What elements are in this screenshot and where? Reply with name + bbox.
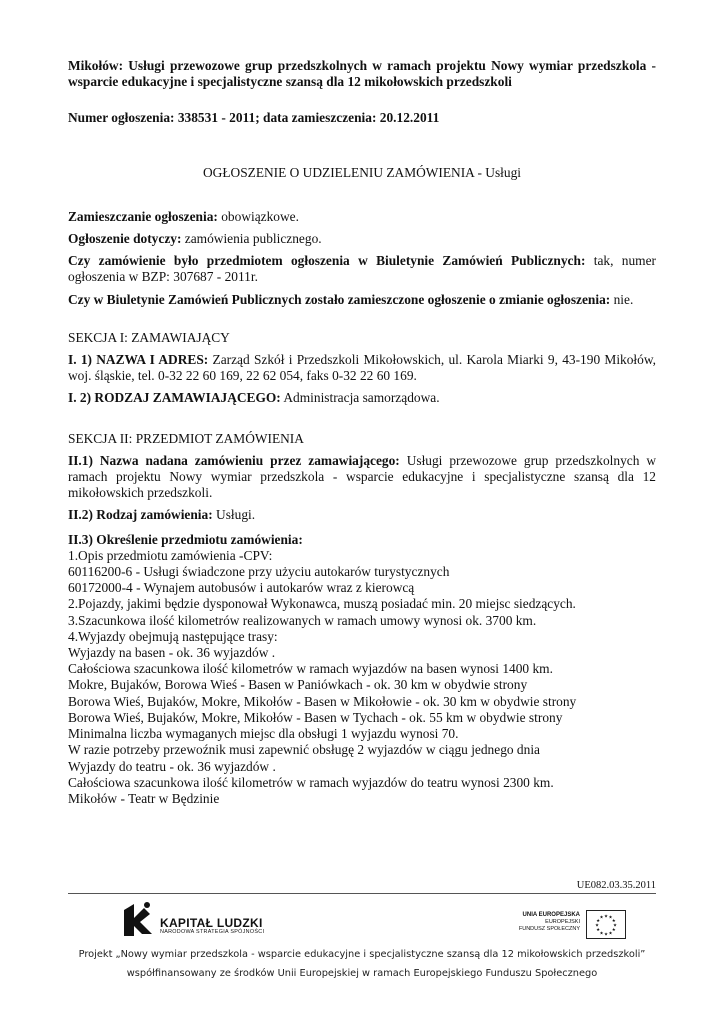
description-line: Mikołów - Teatr w Będzinie bbox=[68, 790, 220, 806]
description-label: II.3) Określenie przedmiotu zamówienia: bbox=[68, 531, 303, 547]
general-item bbox=[68, 209, 656, 225]
description-line: 3.Szacunkowa ilość kilometrów realizowanych w ramach umowy wynosi ok. 3700 km. bbox=[68, 612, 537, 628]
eu-social-fund-label: FUNDUSZ SPOŁECZNY bbox=[518, 926, 580, 932]
general-value: obowiązkowe. bbox=[221, 208, 299, 224]
document-title: Mikołów: Usługi przewozowe grup przedszkolnych w ramach projektu Nowy wymiar przedszkola - wsparcie edukacyjne i specjalistyczne szansą dla 12 mikołowskich przedszkoli bbox=[68, 58, 656, 90]
item-value: Administracja samorządowa. bbox=[283, 390, 440, 406]
eu-fund-label: EUROPEJSKI bbox=[545, 919, 580, 925]
footer-divider bbox=[68, 893, 656, 894]
description-line: Wyjazdy na basen - ok. 36 wyjazdów . bbox=[68, 645, 276, 661]
svg-text:★: ★ bbox=[596, 919, 601, 924]
svg-text:★: ★ bbox=[608, 931, 613, 937]
item-label: I. 2) RODZAJ ZAMAWIAJĄCEGO: bbox=[68, 390, 281, 406]
notice-type-heading: OGŁOSZENIE O UDZIELENIU ZAMÓWIENIA - Usługi bbox=[203, 164, 521, 180]
eu-union-label: UNIA EUROPEJSKA bbox=[522, 912, 580, 918]
section-1-item bbox=[68, 352, 656, 384]
description-line: Wyjazdy do teatru - ok. 36 wyjazdów . bbox=[68, 758, 276, 774]
svg-text:★: ★ bbox=[608, 915, 613, 921]
svg-text:★: ★ bbox=[596, 928, 601, 933]
description-lines bbox=[68, 548, 656, 807]
item-value: Zarząd Szkół i Przedszkoli Mikołowskich, ul. Karola Miarki 9, 43-190 Mikołów, woj. śląskie, tel. 0-32 22 60 169, 22 62 054, faks 0-32 22 60 169. bbox=[68, 352, 656, 384]
kapital-ludzki-name: KAPITAŁ LUDZKI bbox=[160, 916, 263, 930]
eu-flag-icon bbox=[586, 910, 626, 939]
description-line: Mokre, Bujaków, Borowa Wieś - Basen w Paniówkach - ok. 30 km w obydwie strony bbox=[68, 677, 528, 693]
general-label: Ogłoszenie dotyczy: bbox=[68, 231, 182, 247]
description-line: 60172000-4 - Wynajem autobusów i autokarów wraz z kierowcą bbox=[68, 580, 415, 596]
description-line: Borowa Wieś, Bujaków, Mokre, Mikołów - Basen w Tychach - ok. 55 km w obydwie strony bbox=[68, 709, 563, 725]
general-item bbox=[68, 292, 656, 308]
description-line: 4.Wyjazdy obejmują następujące trasy: bbox=[68, 628, 278, 644]
section-1-item bbox=[68, 390, 656, 406]
section-2-item bbox=[68, 507, 656, 523]
item-value: Usługi. bbox=[216, 507, 256, 523]
description-line: 2.Pojazdy, jakimi będzie dysponował Wykonawca, muszą posiadać min. 20 miejsc siedzących. bbox=[68, 596, 576, 612]
general-value: tak, numer ogłoszenia w BZP: 307687 - 2011r. bbox=[68, 253, 656, 285]
kapital-ludzki-text bbox=[160, 917, 264, 936]
svg-text:★: ★ bbox=[611, 928, 616, 933]
general-value: zamówienia publicznego. bbox=[184, 231, 322, 247]
section-2-item bbox=[68, 453, 656, 502]
svg-text:★: ★ bbox=[594, 923, 600, 929]
general-item bbox=[68, 231, 656, 247]
svg-text:★: ★ bbox=[603, 914, 609, 920]
kapital-ludzki-subtitle: NARODOWA STRATEGIA SPÓJNOŚCI bbox=[160, 929, 265, 935]
project-footnote: Projekt „Nowy wymiar przedszkola - wsparcie edukacyjne i specjalistyczne szansą dla 12 mikołowskich przedszkoli” bbox=[78, 949, 646, 960]
general-label: Czy w Biuletynie Zamówień Publicznych zostało zamieszczone ogłoszenie o zmianie ogłoszenia: bbox=[68, 291, 611, 307]
description-line: Borowa Wieś, Bujaków, Mokre, Mikołów - Basen w Mikołowie - ok. 30 km w obydwie strony bbox=[68, 693, 577, 709]
item-label: II.2) Rodzaj zamówienia: bbox=[68, 507, 213, 523]
section-1-heading: SEKCJA I: ZAMAWIAJĄCY bbox=[68, 329, 230, 345]
description-line: 1.Opis przedmiotu zamówienia -CPV: bbox=[68, 547, 273, 563]
description-line: Całościowa szacunkowa ilość kilometrów w ramach wyjazdów na basen wynosi 1400 km. bbox=[68, 661, 553, 677]
cofinancing-footnote: współfinansowany ze środków Unii Europejskiej w ramach Europejskiego Funduszu Społecznego bbox=[126, 968, 598, 979]
document-reference: UE082.03.35.2011 bbox=[576, 880, 656, 891]
svg-text:★: ★ bbox=[611, 919, 616, 924]
general-item bbox=[68, 253, 656, 285]
item-value: Usługi przewozowe grup przedszkolnych w ramach projektu Nowy wymiar przedszkola - wsparcie edukacyjne i specjalistyczne szansą dla 12 mikołowskich przedszkoli. bbox=[68, 452, 656, 501]
eu-stars-icon bbox=[587, 911, 625, 938]
general-label: Czy zamówienie było przedmiotem ogłoszenia w Biuletynie Zamówień Publicznych: bbox=[68, 253, 586, 269]
svg-text:★: ★ bbox=[599, 931, 604, 937]
description-line: Minimalna liczba wymaganych miejsc dla obsługi 1 wyjazdu wynosi 70. bbox=[68, 726, 459, 742]
kapital-ludzki-emblem-icon bbox=[120, 900, 158, 940]
general-value: nie. bbox=[613, 291, 634, 307]
footer-logos bbox=[68, 898, 656, 942]
document-body bbox=[68, 58, 656, 807]
description-line: W razie potrzeby przewoźnik musi zapewnić obsługę 2 wyjazdów w ciągu jednego dnia bbox=[68, 742, 540, 758]
general-label: Zamieszczanie ogłoszenia: bbox=[68, 208, 218, 224]
section-2-heading: SEKCJA II: PRZEDMIOT ZAMÓWIENIA bbox=[68, 430, 304, 446]
svg-text:★: ★ bbox=[612, 923, 618, 929]
svg-text:★: ★ bbox=[599, 915, 604, 921]
item-label: I. 1) NAZWA I ADRES: bbox=[68, 352, 209, 368]
description-line: 60116200-6 - Usługi świadczone przy użyciu autokarów turystycznych bbox=[68, 564, 450, 580]
description-line: Całościowa szacunkowa ilość kilometrów w ramach wyjazdów do teatru wynosi 2300 km. bbox=[68, 774, 554, 790]
eu-text bbox=[519, 912, 580, 933]
svg-text:★: ★ bbox=[603, 932, 609, 938]
item-label: II.1) Nazwa nadana zamówieniu przez zamawiającego: bbox=[68, 452, 400, 468]
announcement-number: Numer ogłoszenia: 338531 - 2011; data zamieszczenia: 20.12.2011 bbox=[68, 110, 440, 126]
